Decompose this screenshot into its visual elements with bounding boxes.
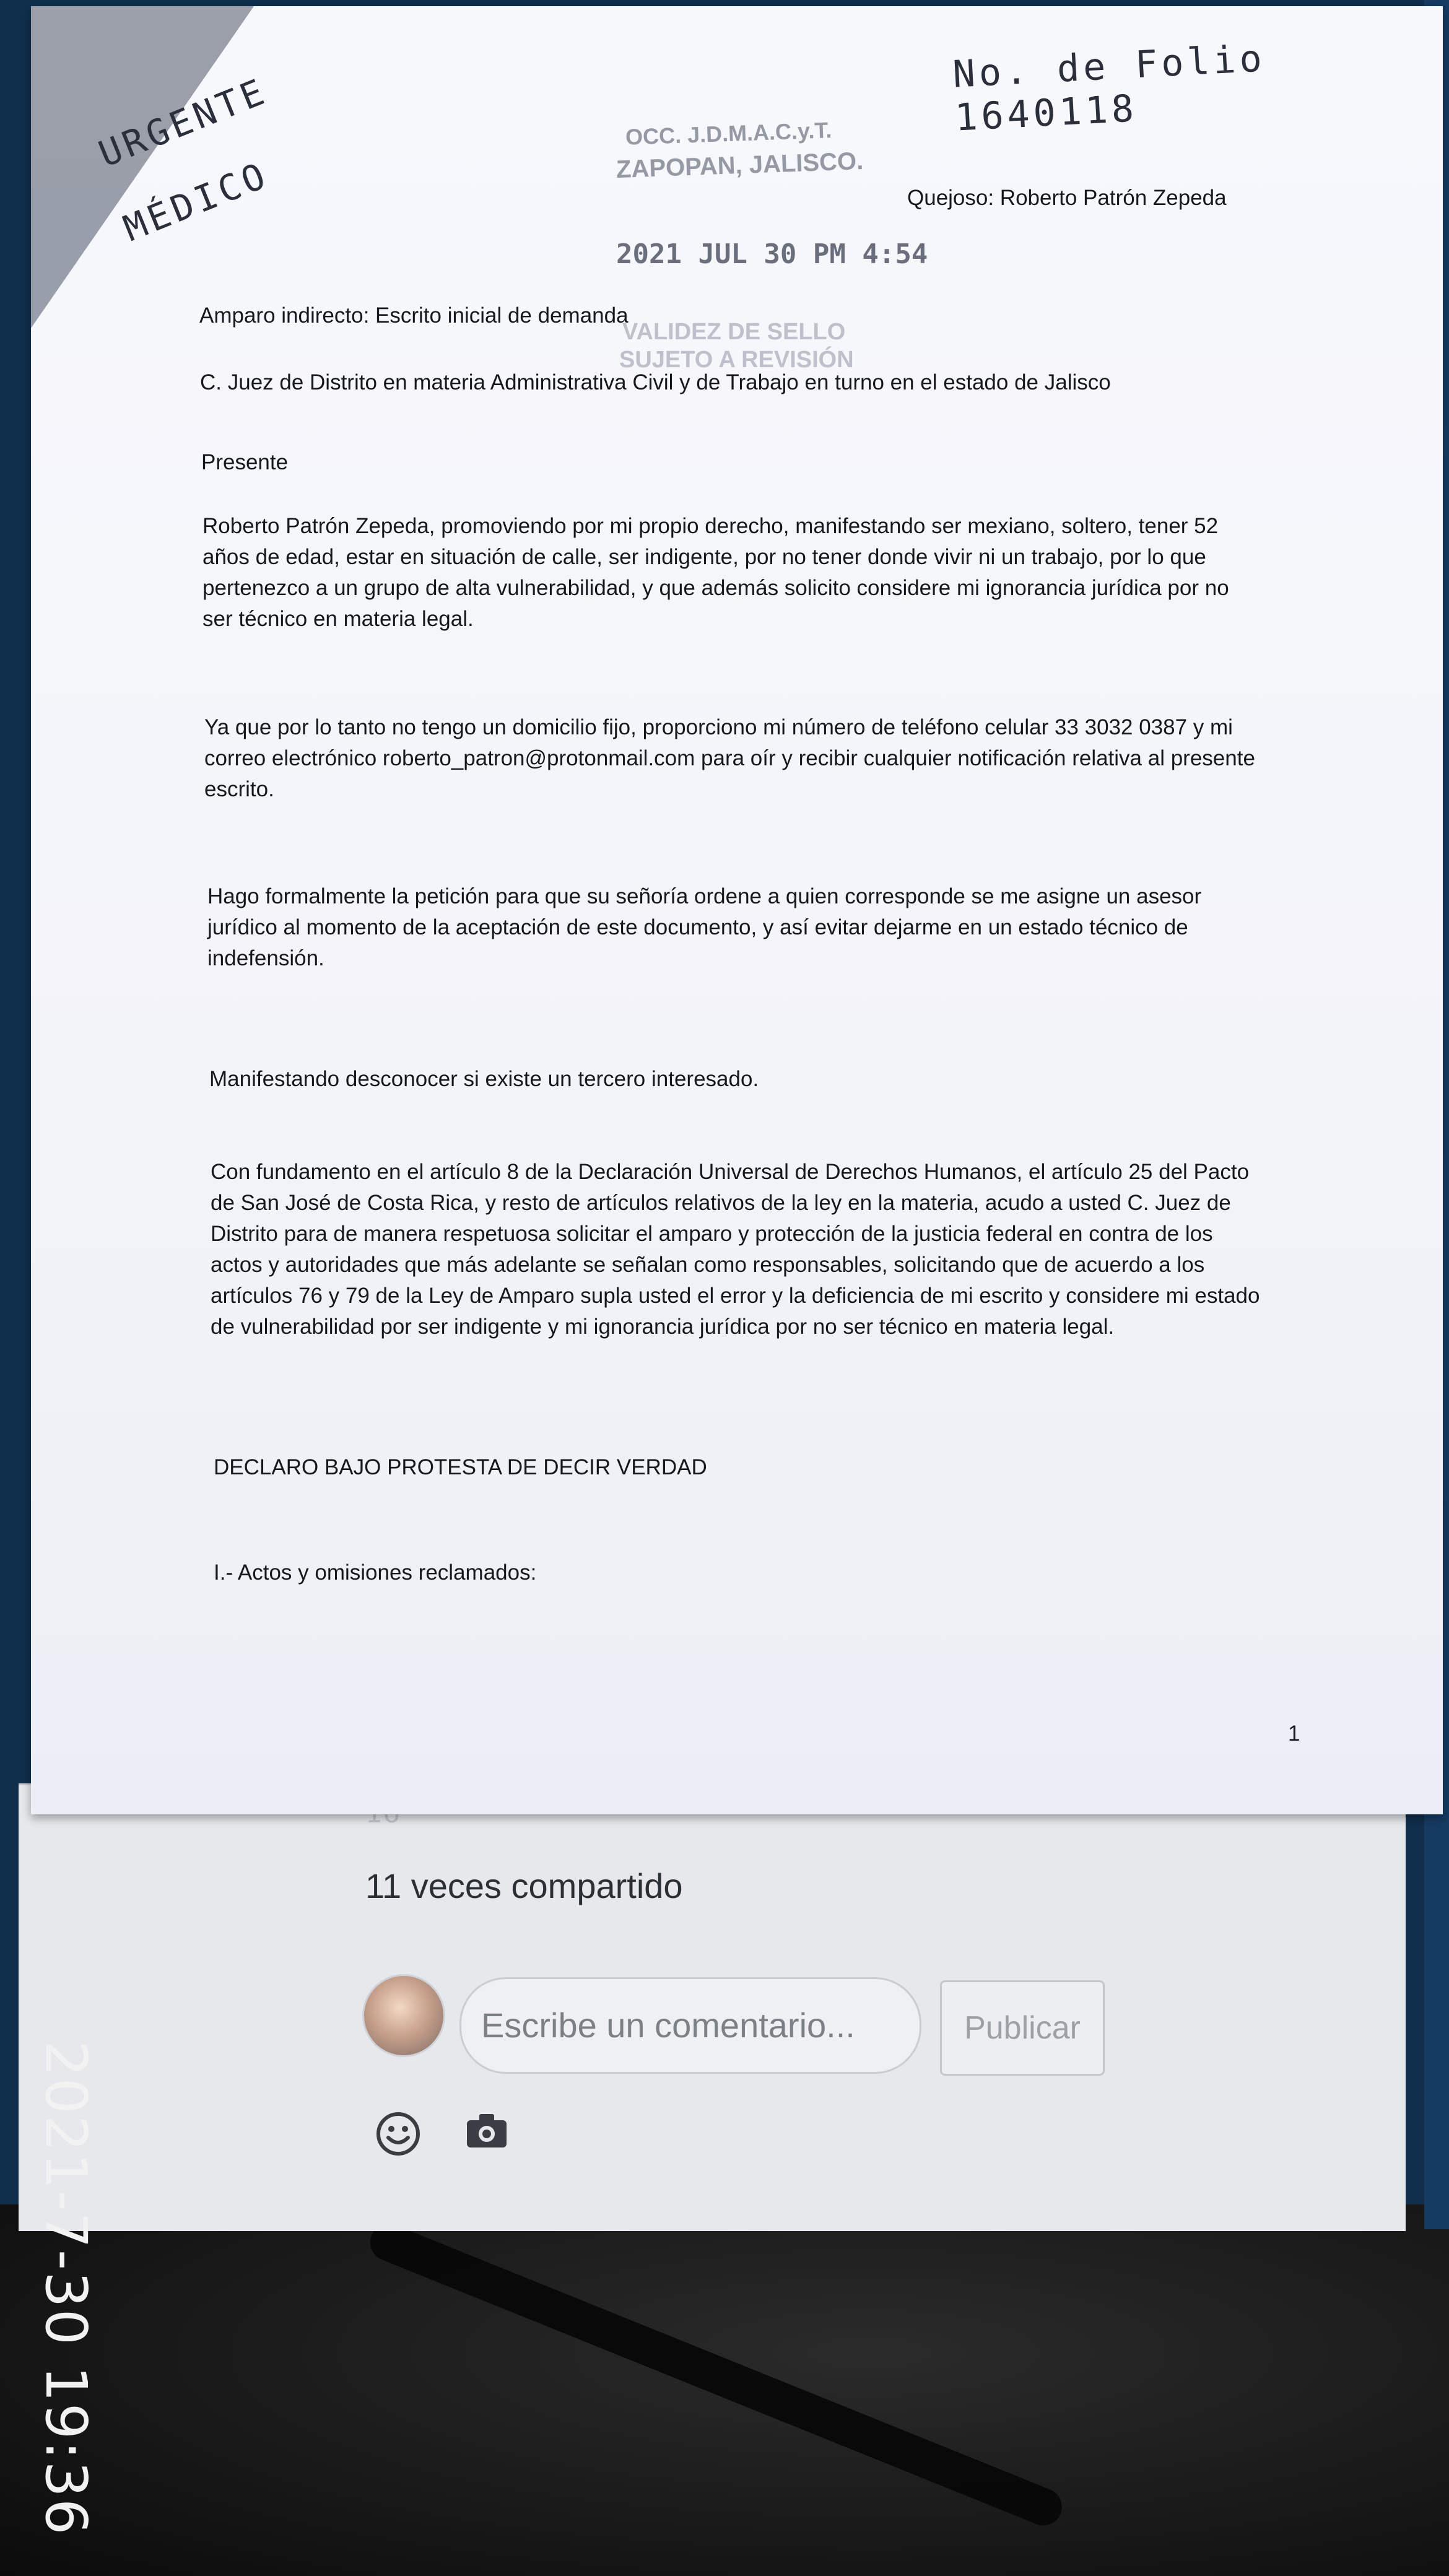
presente: Presente	[201, 450, 289, 474]
legal-document	[31, 6, 1443, 1814]
comment-input[interactable]	[459, 1977, 921, 2074]
stamp-city: ZAPOPAN, JALISCO.	[616, 147, 864, 183]
declaration: DECLARO BAJO PROTESTA DE DECIR VERDAD	[214, 1455, 707, 1479]
paragraph-foundation: Con fundamento en el artículo 8 de la Declaración Universal de Derechos Humanos, el artículo 25 del Pacto de San José de Costa Rica, y resto de artículos relativos de la ley en la materia, acudo a usted C. Juez de Distrito para de manera respetuosa solicitar el amparo y protección de la justicia federal en contra de los actos y autoridades que más adelante se señalan como responsables, solicitando que de acuerdo a los artículos 76 y 79 de la Ley de Amparo supla usted el error y la deficiencia de mi escrito y considere mi estado de vulnerabilidad por ser indigente y mi ignorancia jurídica por no ser técnico en materia legal.	[211, 1160, 1260, 1339]
photo-timestamp	[12, 2040, 136, 2536]
section-heading: I.- Actos y omisiones reclamados:	[214, 1560, 537, 1585]
photo-timestamp-text: 2021-7-30 19:36	[33, 2040, 99, 2536]
avatar	[362, 1974, 445, 2057]
social-post-printout	[19, 1783, 1406, 2231]
camera-icon[interactable]	[464, 2110, 509, 2154]
stamp-review: SUJETO A REVISIÓN	[619, 347, 854, 373]
paragraph-third-party: Manifestando desconocer si existe un tercero interesado.	[209, 1067, 759, 1091]
paragraph-contact: Ya que por lo tanto no tengo un domicilio fijo, proporciono mi número de teléfono celular 33 3032 0387 y mi correo electrónico roberto_patron@protonmail.com para oír y recibir cualquier notificación relativa al presente escrito.	[204, 715, 1255, 801]
document-subject: Amparo indirecto: Escrito inicial de demanda	[199, 303, 629, 328]
urgent-note: URGENTE	[93, 69, 274, 176]
stamp-datetime: 2021 JUL 30 PM 4:54	[616, 238, 928, 270]
folio-number: No. de Folio 1640118	[951, 37, 1267, 140]
stamp-office: OCC. J.D.M.A.C.y.T.	[625, 117, 832, 150]
stamp-validity: VALIDEZ DE SELLO	[622, 319, 846, 345]
smiley-icon[interactable]	[375, 2110, 422, 2160]
medical-note: MÉDICO	[118, 154, 275, 250]
shares-count: 11 veces compartido	[365, 1866, 683, 1905]
page-fold-shadow	[31, 6, 254, 328]
quejoso: Quejoso: Roberto Patrón Zepeda	[907, 186, 1227, 210]
page-number: 1	[1288, 1721, 1300, 1746]
paragraph-identity: Roberto Patrón Zepeda, promoviendo por mi propio derecho, manifestando ser mexiano, soltero, tener 52 años de edad, estar en situación de calle, ser indigente, por no tener donde vivir ni un trabajo, por lo que pertenezco a un grupo de alta vulnerabilidad, y que además solicito considere mi ignorancia jurídica por no ser técnico en materia legal.	[202, 514, 1229, 631]
publish-button[interactable]: Publicar	[940, 1980, 1105, 2076]
paragraph-petition: Hago formalmente la petición para que su señoría ordene a quien corresponde se me asigne un asesor jurídico al momento de la aceptación de este documento, y así evitar dejarme en un estado técnico de indefensión.	[207, 884, 1202, 970]
addressee: C. Juez de Distrito en materia Administrativa Civil y de Trabajo en turno en el estado de Jalisco	[200, 370, 1111, 394]
comment-placeholder: Escribe un comentario...	[481, 2006, 855, 2045]
